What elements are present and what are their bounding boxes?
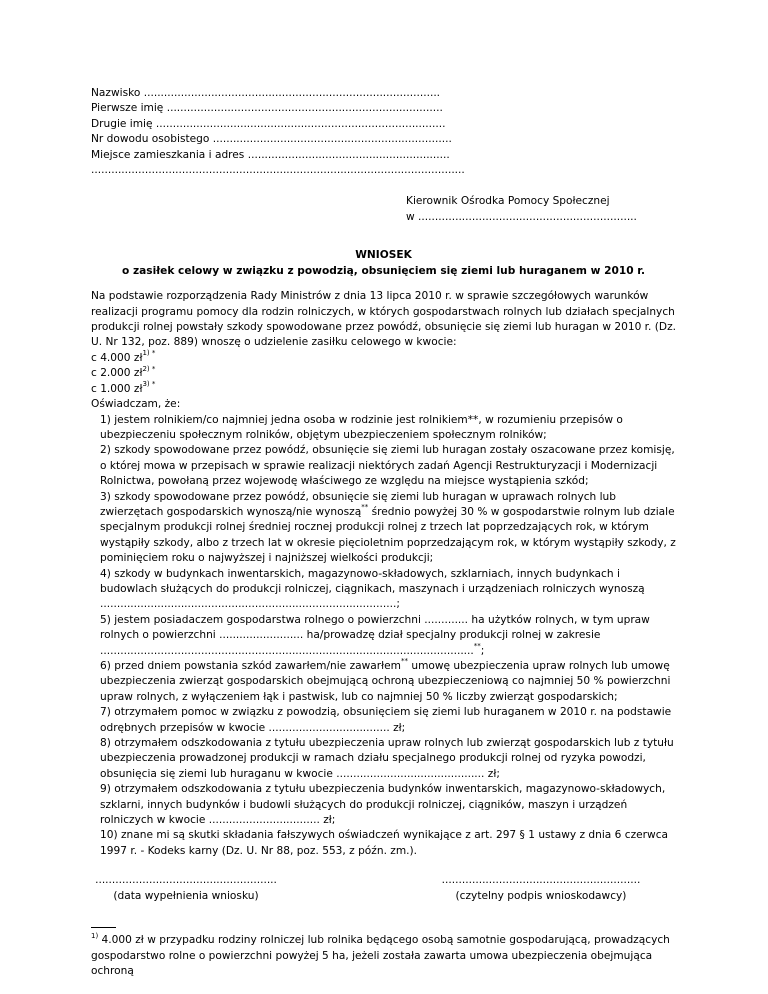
signature-label: (czytelny podpis wnioskodawcy) <box>455 889 627 902</box>
declaration-point-6: 6) przed dniem powstania szkód zawarłem/nie zawarłem** umowę ubezpieczenia upraw rolnych lub umowę ubezpieczenia zwierząt gospodarskich obejmującą ochroną ubezpieczeniową co najmniej 50 % powierzchni upraw rolnych, z wyłączeniem łąk i pastwisk, lub co najmniej 50 % liczby zwierząt gospodarskich; <box>100 657 671 703</box>
intro-paragraph: Na podstawie rozporządzenia Rady Ministrów z dnia 13 lipca 2010 r. w sprawie szczegółowych warunków realizacji programu pomocy dla rodzin rolniczych, w których gospodarstwach rolnych lub działach specjalnych produkcji rolnej powstały szkody spowodowane przez powódź, obsunięcie się ziemi lub huragan w 2010 r. (Dz. U. Nr 132, poz. 889) wnoszę o udzielenie zasiłku celowego w kwocie: <box>91 290 677 349</box>
title-main: WNIOSEK <box>355 249 412 262</box>
amount-option-4000: c 4.000 $zł^{1) *}$ <box>91 349 156 364</box>
title-subtitle: o zasiłek celowy w związku z powodzią, obsunięciem się ziemi lub huraganem w 2010 r. <box>121 265 645 278</box>
declaration-point-5: 5) jestem posiadaczem gospodarstwa rolnego o powierzchni ............. ha użytków rolnych, w tym upraw rolnych o powierzchni ......................... ha/prowadzę dział specjalny produkcji rolnej w zakresie ...............................................................................................................**; <box>100 613 650 657</box>
declaration-point-9: 9) otrzymałem odszkodowania z tytułu ubezpieczenia budynków inwentarskich, magazynowo-składowych, szklarni, innych budynków i budowli służących do produkcji rolniczej, ciągników, maszyn i urządzeń rolniczych w kwocie ................................. zł; <box>100 783 666 827</box>
signature-dots: ........................................................... <box>441 874 641 887</box>
applicant-field-address: Miejsce zamieszkania i adres ............................................................ <box>91 148 450 161</box>
date-label: (data wypełnienia wniosku) <box>113 889 259 902</box>
applicant-field-surname: Nazwisko ........................................................................................ <box>91 87 441 99</box>
declaration-point-8: 8) otrzymałem odszkodowania z tytułu ubezpieczenia upraw rolnych lub zwierząt gospodarskich lub z tytułu ubezpieczenia prowadzonej produkcji w ramach działu specjalnego produkcji rolnej od ryzyka powodzi, obsunięcia się ziemi lub huraganu w kwocie ............................................ zł; <box>100 737 674 780</box>
declaration-point-7: 7) otrzymałem pomoc w związku z powodzią, obsunięciem się ziemi lub huraganem w 2010 r. na podstawie odrębnych przepisów w kwocie .................................... zł; <box>100 706 672 734</box>
document-title <box>91 247 676 279</box>
declaration-point-4: 4) szkody w budynkach inwentarskich, magazynowo-składowych, szklarniach, innych budynkach i budowlach służących do produkcji rolniczej, ciągnikach, maszynach i urządzeniach rolniczych wynoszą ........................................................................................; <box>100 567 645 611</box>
declaration-point-1: 1) jestem rolnikiem/co najmniej jedna osoba w rodzinie jest rolnikiem**, w rozumieniu przepisów o ubezpieczeniu społecznym rolników, objętym ubezpieczeniem społecznym rolników; <box>100 413 623 441</box>
declaration-heading: Oświadczam, że: <box>91 398 181 411</box>
applicant-signature-block <box>436 873 646 904</box>
footnote-divider <box>91 927 116 928</box>
applicant-field-second-name: Drugie imię ...................................................................................... <box>91 117 446 130</box>
applicant-fields <box>91 86 676 178</box>
amount-footnote-mark: 3) * <box>142 380 156 389</box>
signature-area <box>91 873 676 913</box>
amount-option-1000: c 1.000 $zł^{3) *}$ <box>91 380 156 395</box>
amount-footnote-mark: 2) * <box>142 364 156 373</box>
applicant-field-first-name: Pierwsze imię .................................................................................. <box>91 102 443 115</box>
footnote-mark: 1) <box>91 931 99 940</box>
footnote-1: $^{1)}$ 4.000 zł w przypadku rodziny rolniczej lub rolnika będącego osobą samotnie gospodarującą, prowadzących gospodarstwo rolne o powierzchni powyżej 5 ha, jeżeli została zawarta umowa ubezpieczenia obejmująca ochroną <box>91 931 670 978</box>
applicant-field-address-continued: ............................................................................................................... <box>91 164 465 177</box>
amount-option-2000: c 2.000 $zł^{2) *}$ <box>91 364 156 380</box>
addressee-location: w ................................................................. <box>406 210 637 223</box>
declaration-point-2: 2) szkody spowodowane przez powódź, obsunięcie się ziemi lub huragan zostały oszacowane przez komisję, o której mowa w przepisach w sprawie realizacji niektórych zadań Agencji Restrukturyzacji i Modernizacji Rolnictwa, powołaną przez wojewodę właściwego ze względu na miejsce wystąpienia szkód; <box>100 444 675 488</box>
application-form <box>91 86 676 980</box>
amount-footnote-mark: 1) * <box>142 349 156 358</box>
date-dots: ...................................................... <box>95 874 277 887</box>
declaration-point-10: 10) znane mi są skutki składania fałszywych oświadczeń wynikające z art. 297 § 1 ustawy z dnia 6 czerwca 1997 r. - Kodeks karny (Dz. U. Nr 88, poz. 553, z późn. zm.). <box>100 829 669 857</box>
addressee-block <box>406 194 676 225</box>
applicant-field-id-number: Nr dowodu osobistego ....................................................................... <box>91 133 452 146</box>
application-body <box>91 289 676 859</box>
addressee-title: Kierownik Ośrodka Pomocy Społecznej <box>406 195 610 208</box>
declaration-point-3: 3) szkody spowodowane przez powódź, obsunięcie się ziemi lub huragan w uprawach rolnych lub zwierzętach gospodarskich wynoszą/nie wynoszą** średnio powyżej 30 % w gospodarstwie rolnym lub dziale specjalnym produkcji rolnej średniej rocznej produkcji rolnej z trzech lat poprzedzających rok, w którym wystąpiły szkody, albo z trzech lat w okresie pięcioletnim poprzedzającym rok, w którym wystąpiły szkody, z pominięciem roku o najwyższej i najniższej wielkości produkcji; <box>100 490 676 565</box>
date-signature-block <box>91 873 281 904</box>
